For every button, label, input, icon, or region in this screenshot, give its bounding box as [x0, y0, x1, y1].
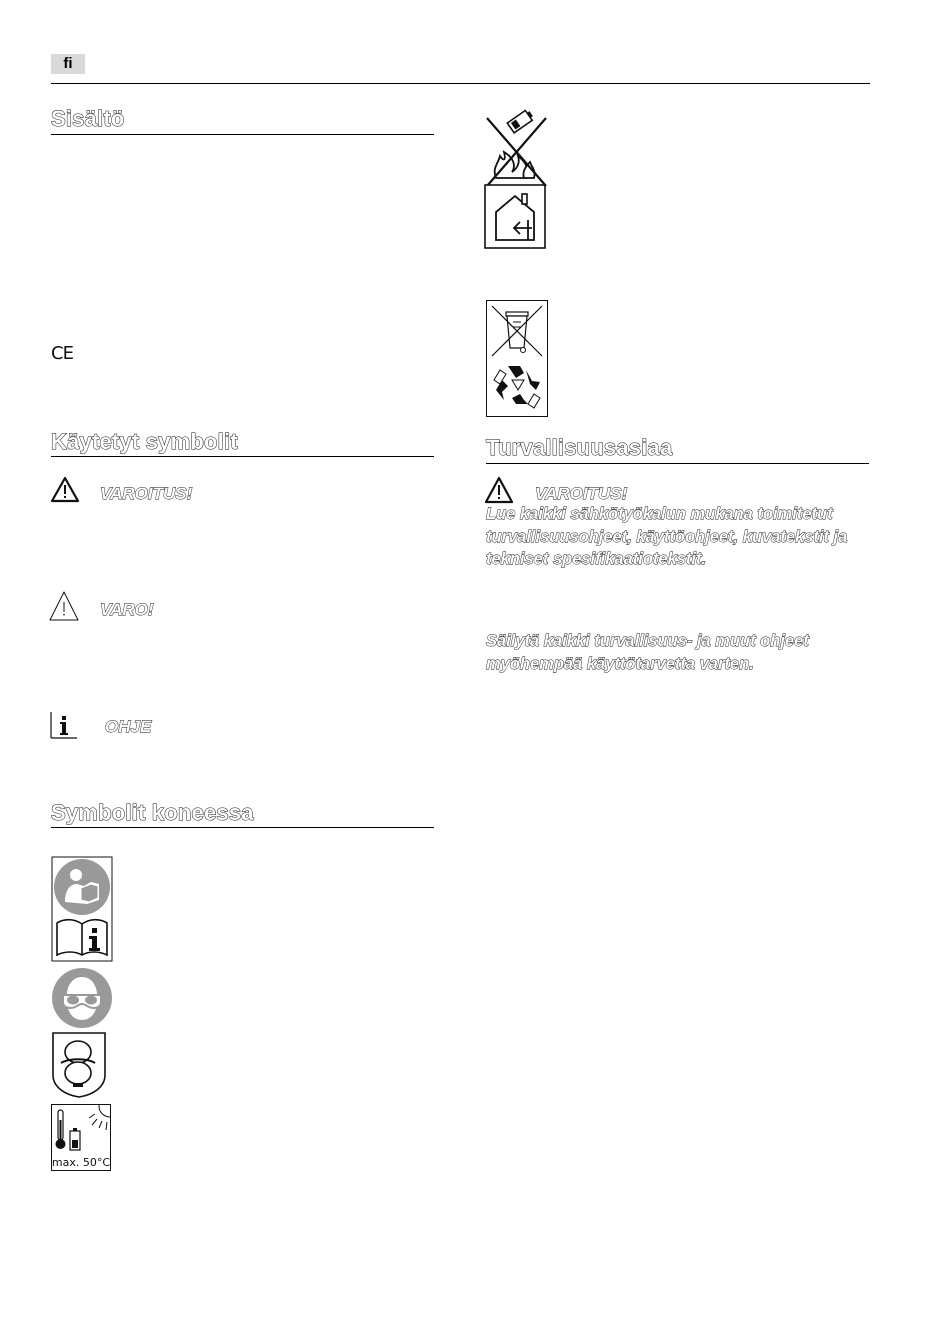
- machine-symbols-heading: Symbolit koneessa: [51, 800, 254, 825]
- note-label: OHJE: [105, 717, 152, 736]
- safety-warning-triangle-icon: [484, 476, 514, 504]
- used-symbols-heading: Käytetyt symbolit: [51, 429, 238, 454]
- safety-warning-label: VAROITUS!: [535, 484, 628, 503]
- safety-heading-rule: [486, 463, 869, 464]
- safety-paragraph-read-instructions: Lue kaikki sähkötyökalun mukana toimitetut turvallisuusohjeet, käyttöohjeet, kuvatekstit ja tekniset spesifikaatiotekstit.: [486, 505, 848, 568]
- header-rule: [51, 83, 870, 84]
- ear-protection-icon: [51, 1031, 107, 1099]
- machine-symbols-heading-rule: [51, 827, 434, 828]
- disposal-icons-frame: [486, 300, 548, 417]
- safety-goggles-icon: [51, 967, 113, 1029]
- caution-triangle-icon: [48, 590, 80, 622]
- contents-heading-rule: [51, 134, 434, 135]
- battery-temperature-icon: [51, 1104, 111, 1171]
- warning-triangle-icon: [50, 476, 80, 503]
- safety-heading: Turvallisuusasiaa: [486, 435, 673, 460]
- language-badge: fi: [51, 54, 85, 74]
- contents-heading: Sisältö: [51, 106, 125, 131]
- ce-mark: CE: [51, 343, 73, 364]
- temp-limit-label: max. 50°C: [51, 1156, 111, 1169]
- safety-paragraph-keep-instructions: Säilytä kaikki turvallisuus- ja muut ohjeet myöhempää käyttötarvetta varten.: [486, 632, 809, 673]
- no-fire-battery-icon: [484, 106, 548, 188]
- indoor-use-icon: [484, 184, 546, 250]
- warning-label: VAROITUS!: [100, 484, 193, 503]
- used-symbols-heading-rule: [51, 456, 434, 457]
- read-manual-icon: [51, 856, 113, 962]
- info-icon: [50, 711, 78, 739]
- caution-label: VARO!: [100, 600, 154, 619]
